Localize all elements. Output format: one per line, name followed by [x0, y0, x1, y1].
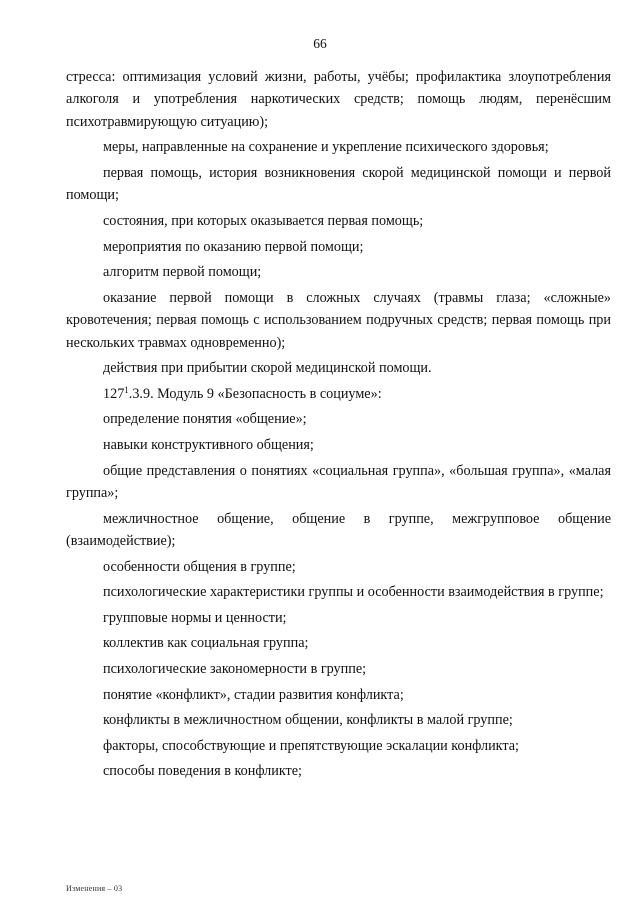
list-item: общие представления о понятиях «социальная группа», «большая группа», «малая группа»;: [66, 462, 611, 501]
paragraph: меры, направленные на сохранение и укрепление психического здоровья;: [103, 139, 549, 156]
list-item: способы поведения в конфликте;: [103, 763, 302, 780]
list-item: психологические характеристики группы и особенности взаимодействия в группе;: [103, 584, 604, 601]
list-item: конфликты в межличностном общении, конфликты в малой группе;: [103, 712, 513, 729]
paragraph: оказание первой помощи в сложных случаях (травмы глаза; «сложные» кровотечения; первая помощь с использованием подручных средств; первая помощь при нескольких травмах одновременно);: [66, 289, 611, 351]
list-item: особенности общения в группе;: [103, 558, 296, 575]
paragraph: действия при прибытии скорой медицинской помощи.: [103, 360, 432, 377]
list-item: факторы, способствующие и препятствующие эскалации конфликта;: [103, 737, 519, 754]
footer-revision-note: Изменения – 03: [66, 884, 123, 893]
section-heading: [66, 383, 611, 405]
paragraph: стресса: оптимизация условий жизни, работы, учёбы; профилактика злоупотребления алкоголя и употребления наркотических средств; помощь людям, перенёсшим психотравмирующую ситуацию);: [66, 69, 611, 130]
list-item: определение понятия «общение»;: [103, 411, 307, 428]
list-item: навыки конструктивного общения;: [103, 436, 314, 453]
page-number: 66: [313, 36, 327, 51]
list-item: коллектив как социальная группа;: [103, 635, 309, 652]
paragraph: алгоритм первой помощи;: [103, 264, 262, 281]
paragraph: мероприятия по оказанию первой помощи;: [103, 238, 364, 255]
section-number: 127: [103, 385, 125, 402]
section-number-superscript: 1: [124, 384, 129, 395]
paragraph: состояния, при которых оказывается первая помощь;: [103, 213, 424, 229]
section-title: .3.9. Модуль 9 «Безопасность в социуме»:: [128, 385, 382, 402]
list-item: групповые нормы и ценности;: [103, 609, 287, 626]
paragraph: первая помощь, история возникновения скорой медицинской помощи и первой помощи;: [66, 165, 611, 204]
list-item: психологические закономерности в группе;: [103, 660, 367, 677]
list-item: понятие «конфликт», стадии развития конфликта;: [103, 686, 404, 703]
document-body: [66, 66, 611, 786]
list-item: межличностное общение, общение в группе, межгрупповое общение (взаимодействие);: [66, 510, 611, 549]
